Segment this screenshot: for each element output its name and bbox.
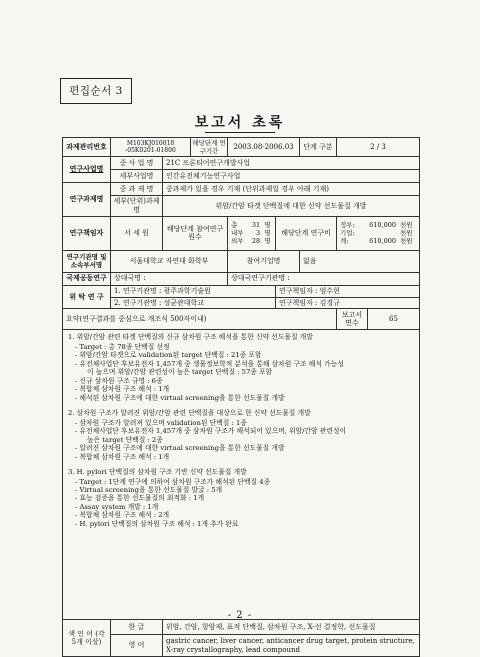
keywords-ko-value: 위암, 간암, 항암제, 표적 단백질, 삼차원 구조, X-선 결정학, 선도물질: [163, 620, 420, 635]
report-title: 보고서 초록: [194, 115, 286, 131]
abstract-label: 요약(연구결과를 중심으로 개조식 500자이내): [63, 309, 337, 330]
stage-period-label: 해당단계 연구기간: [192, 139, 226, 156]
sub-project-label: 세부(단위)과제명: [111, 196, 163, 217]
funding-corp-row: 기업: 천원: [340, 229, 413, 238]
researchers-external-row: 외부 28 명: [231, 237, 271, 246]
consign-person-2: 연구책임자 : 김경규: [276, 297, 420, 309]
funding-gov-row: 정부: 610,000 천원: [340, 221, 413, 230]
edit-order-box: 편집순서 3: [60, 78, 132, 104]
summary-section-3: [68, 468, 414, 528]
summary-heading: 3. H. pylori 단백질의 삼차원 구조 기반 신약 선도물질 개발: [68, 468, 247, 477]
summary-item: - H. pylori 단백질의 삼차원 구조 해석 : 1개 추가 완료: [75, 519, 239, 528]
row-project-id: [63, 138, 420, 157]
stage-period-value: 2003.08-2006.03: [228, 138, 300, 157]
row-sub-program: [63, 170, 420, 183]
funding-amounts: [337, 216, 420, 250]
project-id-label: 과제관리번호: [63, 138, 111, 157]
summary-item: - Assay system 개발 : 1개: [75, 502, 159, 511]
stage-div-label: 단계 구분: [300, 138, 337, 157]
row-main-project: [63, 183, 420, 196]
sub-program-label: 세부사업명: [111, 170, 163, 183]
summary-item: - 해석된 삼차원 구조에 대한 virtual screening을 통한 선도물질 개발: [75, 393, 285, 402]
pages-value: 65: [368, 309, 420, 330]
summary-item: - Virtual screening을 통한 선도물질 발굴 : 5개: [75, 486, 223, 494]
title-underline: [205, 132, 275, 133]
main-program-label: 중 사 업 명: [111, 157, 163, 170]
summary-item: - 위암/간암 타겟으로 validation된 target 단백질 : 21종 포함: [75, 351, 262, 360]
summary-item: - 복합체 삼차원 구조 해석 : 1개: [75, 385, 170, 394]
summary-item: 이 높으며 위암/간암 관련성이 높은 target 단백질 : 57종 포함: [87, 368, 273, 377]
summary-section-2: [68, 409, 414, 461]
funding-list: [338, 221, 418, 245]
row-keywords-en: [63, 635, 420, 657]
summary-heading: 2. 삼차원 구조가 알려진 위암/간암 관련 단백질을 대상으로 한 신약 선도물질 개발: [68, 409, 311, 418]
consign-inst-2: 2. 연구기관명 : 성균관대학교: [111, 297, 276, 309]
keywords-ko-label: 한 글: [111, 620, 163, 635]
keywords-en-label: 영 어: [111, 635, 163, 657]
researchers-internal-row: 내부 3 명: [231, 229, 271, 238]
summary-item: - Target : 총 78종 단백질 선정: [75, 342, 170, 351]
summary-item: - 알려진 삼차원 구조에 대한 virtual screening을 통한 선도물질 개발: [75, 444, 285, 453]
intl-country: 상대국명 :: [111, 272, 228, 285]
summary-item: - 신규 삼차원 구조 규명 : 6종: [75, 376, 163, 385]
summary-item: - 유전체사업단 후보유전자 1,457개 중 생물정보학적 분석을 통해 삼차원 구조 해석 가능성: [75, 359, 344, 368]
project-id-value: M103KJ010018 -05K0201-01800: [111, 138, 191, 157]
row-intl: [63, 272, 420, 285]
page-number: - 2 -: [227, 610, 253, 621]
row-main-program: [63, 157, 420, 170]
org-value: 서울대학교 자연대 화학부: [111, 250, 228, 272]
consign-label: 위 탁 연 구: [63, 285, 111, 309]
intl-institution: 상대국연구기관명 :: [228, 272, 420, 285]
pages-label: 보고서 면수: [337, 309, 368, 330]
summary-heading: 1. 위암/간암 관련 타겟 단백질의 신규 삼차원 구조 해석을 통한 신약 선도물질 개발: [68, 333, 313, 342]
keywords-label: 색 인 어 (각 5개 이상): [63, 620, 111, 657]
project-label: 연구과제명: [63, 183, 111, 217]
summary-item: - Target : 1단계 연구에 의하여 삼차원 구조가 해석된 단백질 4종: [75, 477, 271, 486]
row-abstract-header: [63, 309, 420, 330]
consign-person-1: 연구책임자 : 엄수현: [276, 285, 420, 297]
researchers-label: 해당단계 참여연구원수: [163, 216, 228, 250]
report-summary-table: [62, 137, 420, 657]
researchers-counts: [228, 216, 276, 250]
summary-section-1: [68, 333, 414, 402]
main-project-value: 중과제가 있을 경우 기재 (단위과제일 경우 아래 기재): [163, 183, 420, 196]
row-keywords-ko: [63, 620, 420, 635]
summary-item: - 복합체 삼차원 구조 해석 : 1개: [75, 452, 170, 461]
row-consign-2: [63, 297, 420, 309]
summary-item: 높은 target 단백질 : 2종: [87, 435, 163, 444]
row-org: [63, 250, 420, 272]
company-label: 참여기업명: [228, 250, 300, 272]
row-summary: [63, 330, 420, 620]
summary-item: - 효능 검증을 통한 선도물질의 최적화 : 1개: [75, 494, 205, 503]
row-sub-project: [63, 196, 420, 217]
row-leader: [63, 216, 420, 250]
funding-total-row: 계: 610,000 천원: [340, 237, 413, 246]
row-consign-1: [63, 285, 420, 297]
stage-div-value: 2 / 3: [337, 138, 420, 157]
company-value: 없음: [300, 250, 420, 272]
summary-item: - 유전체사업단 후보유전자 1,457개 중 삼차원 구조가 해석되어 있으며, 위암/간암 관련성이: [75, 427, 347, 436]
sub-project-value: 위암/간암 타겟 단백질에 대한 신약 선도물질 개발: [163, 196, 420, 217]
main-project-label: 중 과 제 명: [111, 183, 163, 196]
sub-program-value: 인간유전체기능연구사업: [163, 170, 420, 183]
consign-inst-1: 1. 연구기관명 : 광주과학기술원: [111, 285, 276, 297]
org-label: 연구기관명 및 소속부서명: [63, 250, 111, 272]
keywords-en-value: gastric cancer, liver cancer, anticancer drug target, protein structure, X-ray crystallography, lead compound: [163, 635, 420, 657]
main-program-value: 21C 프론티어연구개발사업: [163, 157, 420, 170]
leader-label: 연구책임자: [63, 216, 111, 250]
researchers-total-row: 총 31 명: [231, 221, 271, 230]
summary-item: - 삼차원 구조가 알려져 있으며 validation된 단백질 : 1종: [75, 418, 247, 427]
summary-item: - 복합체 삼차원 구조 해석 : 2개: [75, 511, 170, 520]
researchers-count-list: [229, 221, 274, 245]
funding-label: 해당단계 연구비: [276, 216, 337, 250]
intl-label: 국제공동연구: [63, 272, 111, 285]
summary-body: [63, 330, 420, 620]
program-label: 연구사업명: [63, 157, 111, 183]
leader-value: 서 세 원: [111, 216, 163, 250]
